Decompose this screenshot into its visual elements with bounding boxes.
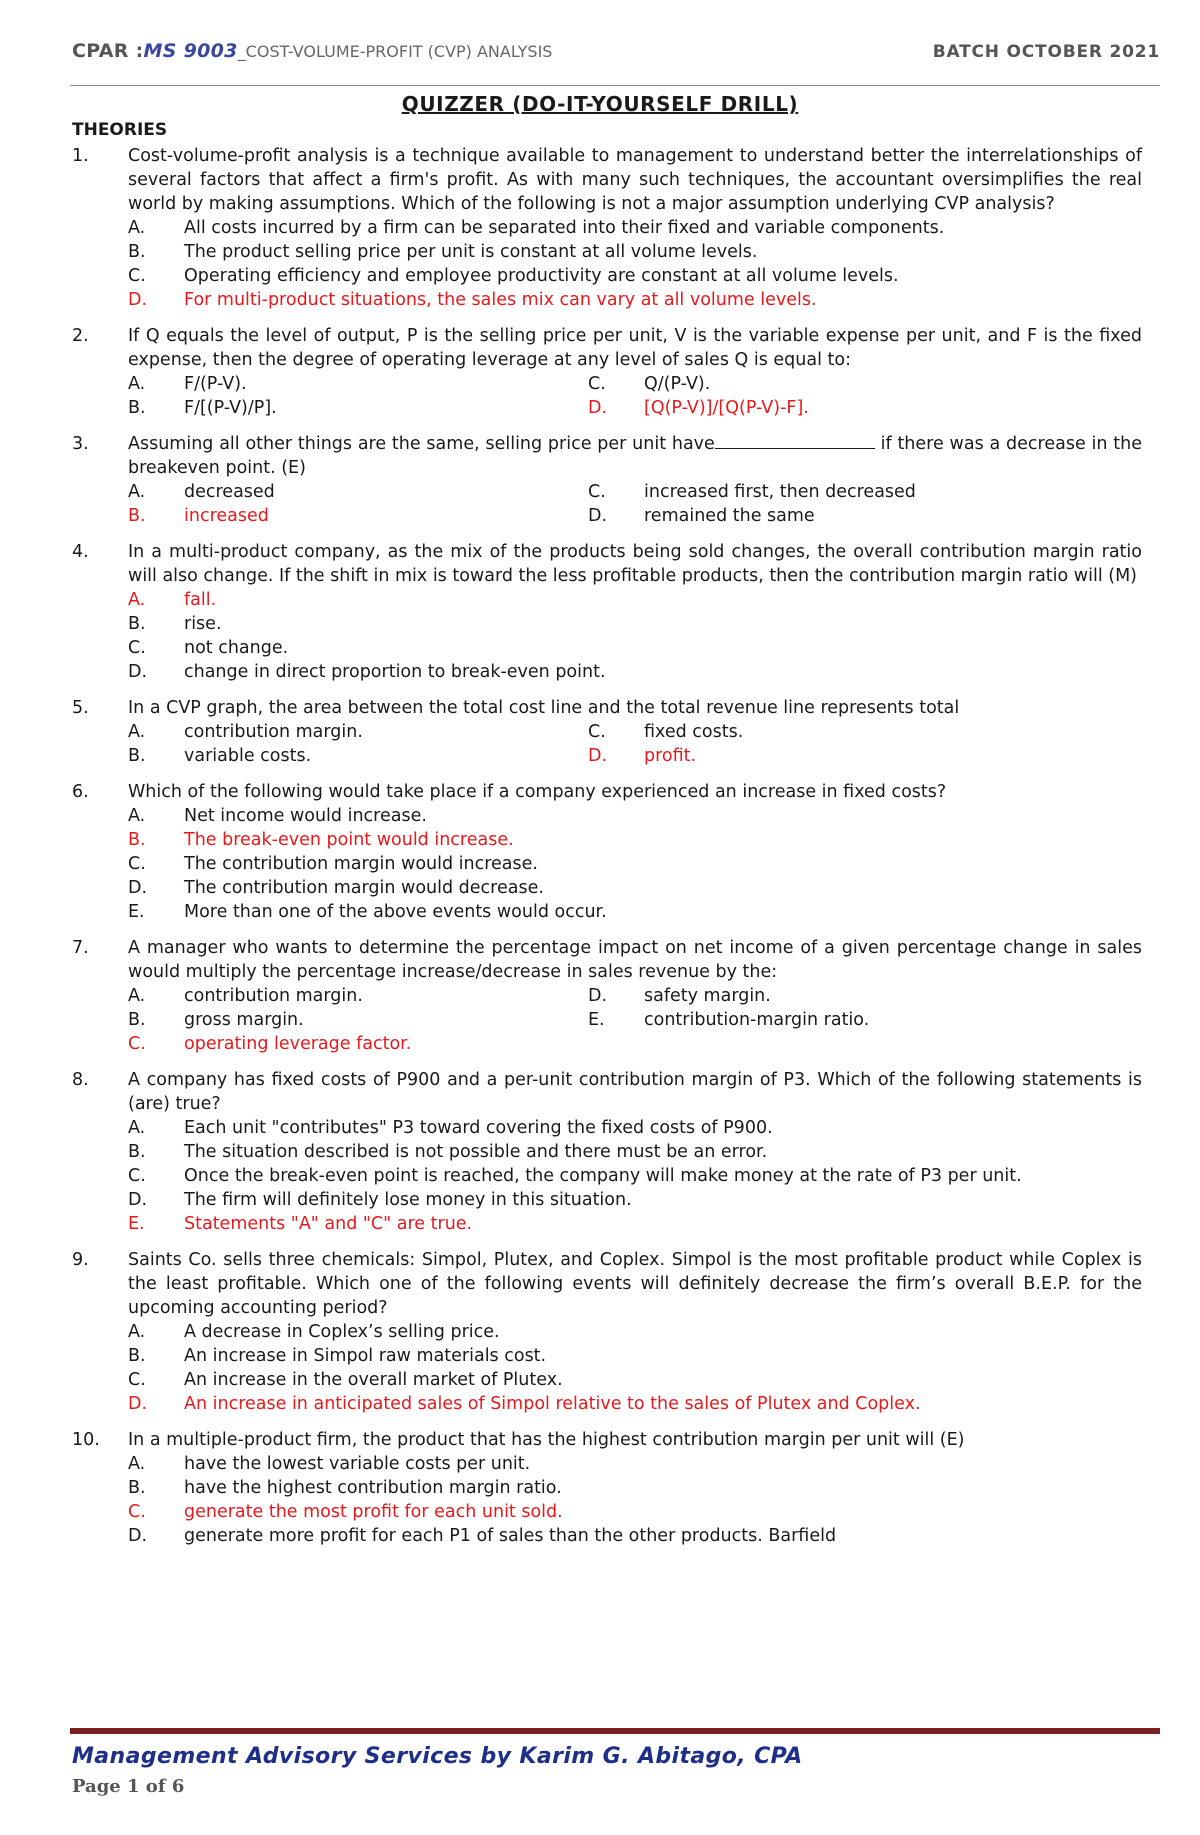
option-letter: B. [128,614,146,634]
option-text: rise. [184,614,222,634]
option-text: contribution-margin ratio. [644,1010,870,1030]
option-letter: D. [128,1190,148,1210]
option-letter: D. [128,662,148,682]
option-d-answer [128,1392,1142,1416]
question-stem [128,432,1142,480]
option-d [588,984,1142,1008]
option-d [588,504,1142,528]
option-d-answer [588,396,1142,420]
option-letter: A. [128,374,146,394]
option-b [128,1344,1142,1368]
option-text: For multi-product situations, the sales mix can vary at all volume levels. [184,290,817,310]
question-number: 10. [72,1430,100,1450]
question-3 [72,432,1142,528]
question-number: 5. [72,698,89,718]
question-stem: Which of the following would take place if a company experienced an increase in fixed costs? [128,782,947,802]
option-b [128,1140,1142,1164]
option-letter: B. [128,1142,146,1162]
option-text: increased [184,506,269,526]
footer-divider [70,1728,1160,1734]
option-text: change in direct proportion to break-even point. [184,662,606,682]
option-letter: A. [128,1118,146,1138]
option-b [128,744,588,768]
option-b [128,1008,588,1032]
question-stem: A company has fixed costs of P900 and a per-unit contribution margin of P3. Which of the following statements is (are) true? [128,1070,1142,1114]
option-a [128,720,588,744]
option-a [128,216,1142,240]
option-a [128,804,1142,828]
option-e [588,1008,1142,1032]
question-10 [72,1428,1142,1548]
question-9 [72,1248,1142,1416]
option-d [128,660,1142,684]
option-letter: B. [128,398,146,418]
answer-blank [715,434,875,449]
option-letter: D. [128,1394,148,1414]
option-text: The contribution margin would increase. [184,854,538,874]
option-letter: A. [128,590,146,610]
option-c [128,1164,1142,1188]
option-d [128,876,1142,900]
question-stem: A manager who wants to determine the percentage impact on net income of a given percentage change in sales would multiply the percentage increase/decrease in sales revenue by the: [128,938,1142,982]
option-letter: C. [128,1370,146,1390]
option-letter: B. [128,1478,146,1498]
option-c [588,372,1142,396]
option-letter: E. [588,1010,605,1030]
question-number: 2. [72,326,89,346]
option-c [128,1368,1142,1392]
question-number: 6. [72,782,89,802]
option-letter: C. [128,1502,146,1522]
option-letter: A. [128,1322,146,1342]
option-d-answer [588,744,1142,768]
option-text: The product selling price per unit is constant at all volume levels. [184,242,758,262]
option-text: decreased [184,482,275,502]
option-a [128,372,588,396]
option-letter: C. [588,482,606,502]
option-e [128,900,1142,924]
option-letter: D. [128,290,148,310]
question-stem-part: if there was a decrease in the breakeven point. (E) [128,434,1142,478]
option-a [128,480,588,504]
question-stem: In a CVP graph, the area between the total cost line and the total revenue line represents total [128,698,960,718]
option-letter: C. [128,1034,146,1054]
option-d-answer [128,288,1142,312]
question-stem-part: Assuming all other things are the same, selling price per unit have [128,434,715,454]
option-text: Once the break-even point is reached, the company will make money at the rate of P3 per unit. [184,1166,1022,1186]
option-text: not change. [184,638,289,658]
question-number: 4. [72,542,89,562]
option-text: fall. [184,590,217,610]
option-text: Operating efficiency and employee productivity are constant at all volume levels. [184,266,899,286]
option-b-answer [128,504,588,528]
option-text: The firm will definitely lose money in this situation. [184,1190,632,1210]
option-d [128,1188,1142,1212]
header-batch: BATCH OCTOBER 2021 [932,42,1160,62]
option-c [128,852,1142,876]
option-letter: C. [128,854,146,874]
question-number: 3. [72,434,89,454]
option-c [128,264,1142,288]
option-b [128,1476,1142,1500]
option-text: An increase in the overall market of Plutex. [184,1370,563,1390]
option-a-answer [128,588,1142,612]
option-text: Each unit "contributes" P3 toward covering the fixed costs of P900. [184,1118,773,1138]
option-text: variable costs. [184,746,312,766]
option-text: [Q(P-V)]/[Q(P-V)-F]. [644,398,809,418]
section-heading: THEORIES [72,120,168,140]
option-text: A decrease in Coplex’s selling price. [184,1322,500,1342]
option-text: Net income would increase. [184,806,427,826]
option-text: generate more profit for each P1 of sales than the other products. Barfield [184,1526,837,1546]
option-text: Statements "A" and "C" are true. [184,1214,473,1234]
question-number: 9. [72,1250,89,1270]
question-1 [72,144,1142,312]
question-list [72,144,1142,1560]
option-text: F/[(P-V)/P]. [184,398,277,418]
option-c-answer [128,1500,1142,1524]
option-letter: A. [128,482,146,502]
option-a [128,1320,1142,1344]
option-letter: D. [588,746,608,766]
question-stem: If Q equals the level of output, P is the selling price per unit, V is the variable expense per unit, and F is the fixed expense, then the degree of operating leverage at any level of sales Q is equal to: [128,326,1142,370]
header-code: MS 9003 [143,40,238,62]
option-d [128,1524,1142,1548]
question-number: 1. [72,146,89,166]
option-letter: E. [128,902,145,922]
page-header [72,40,1160,66]
option-letter: D. [128,1526,148,1546]
option-text: F/(P-V). [184,374,247,394]
option-text: Q/(P-V). [644,374,711,394]
option-text: The contribution margin would decrease. [184,878,544,898]
option-text: The break-even point would increase. [184,830,514,850]
option-text: safety margin. [644,986,771,1006]
option-letter: D. [588,506,608,526]
option-c-answer [128,1032,588,1056]
option-text: An increase in anticipated sales of Simpol relative to the sales of Plutex and Coplex. [184,1394,921,1414]
option-e-answer [128,1212,1142,1236]
option-letter: B. [128,1346,146,1366]
option-letter: C. [128,638,146,658]
question-stem: In a multiple-product firm, the product that has the highest contribution margin per unit will (E) [128,1430,965,1450]
question-stem: Saints Co. sells three chemicals: Simpol, Plutex, and Coplex. Simpol is the most profitable product while Coplex is the least profitable. Which one of the following events will definitely decrease the firm’s overall B.E.P. for the upcoming accounting period? [128,1250,1142,1318]
question-stem: In a multi-product company, as the mix of the products being sold changes, the overall contribution margin ratio will also change. If the shift in mix is toward the less profitable products, then the contribution margin ratio will (M) [128,542,1142,586]
question-4 [72,540,1142,684]
page-title: QUIZZER (DO-IT-YOURSELF DRILL) [401,92,799,116]
question-2 [72,324,1142,420]
option-text: More than one of the above events would occur. [184,902,607,922]
option-letter: C. [588,374,606,394]
page-number: Page 1 of 6 [72,1776,185,1797]
option-text: operating leverage factor. [184,1034,412,1054]
option-a [128,1116,1142,1140]
option-letter: E. [128,1214,145,1234]
option-letter: B. [128,1010,146,1030]
option-letter: A. [128,1454,146,1474]
option-a [128,984,588,1008]
question-number: 7. [72,938,89,958]
footer-title: Management Advisory Services by Karim G. Abitago, CPA [72,1744,803,1769]
header-brand: CPAR : [72,40,144,62]
question-6 [72,780,1142,924]
option-letter: D. [128,878,148,898]
option-text: fixed costs. [644,722,744,742]
option-letter: A. [128,986,146,1006]
option-letter: A. [128,806,146,826]
option-letter: B. [128,746,146,766]
option-b-answer [128,828,1142,852]
option-text: The situation described is not possible and there must be an error. [184,1142,768,1162]
question-number: 8. [72,1070,89,1090]
option-letter: B. [128,242,146,262]
option-text: gross margin. [184,1010,304,1030]
option-text: An increase in Simpol raw materials cost. [184,1346,547,1366]
option-letter: A. [128,218,146,238]
option-text: have the highest contribution margin ratio. [184,1478,562,1498]
header-course [72,40,552,62]
option-b [128,612,1142,636]
option-letter: B. [128,506,146,526]
option-a [128,1452,1142,1476]
option-letter: C. [128,266,146,286]
question-stem: Cost-volume-profit analysis is a technique available to management to understand better the interrelationships of several factors that affect a firm's profit. As with many such techniques, the accountant oversimplifies the real world by making assumptions. Which of the following is not a major assumption underlying CVP analysis? [128,146,1142,214]
option-text: generate the most profit for each unit sold. [184,1502,563,1522]
option-text: increased first, then decreased [644,482,916,502]
option-b [128,396,588,420]
option-text: have the lowest variable costs per unit. [184,1454,531,1474]
option-letter: B. [128,830,146,850]
option-letter: C. [588,722,606,742]
option-c [588,720,1142,744]
option-text: remained the same [644,506,815,526]
option-text: All costs incurred by a firm can be separated into their fixed and variable components. [184,218,945,238]
option-letter: D. [588,398,608,418]
option-c [588,480,1142,504]
option-b [128,240,1142,264]
option-text: contribution margin. [184,722,363,742]
question-8 [72,1068,1142,1236]
option-text: profit. [644,746,697,766]
option-letter: D. [588,986,608,1006]
header-subject: _COST-VOLUME-PROFIT (CVP) ANALYSIS [237,42,553,61]
question-5 [72,696,1142,768]
header-divider [70,85,1160,86]
question-7 [72,936,1142,1056]
option-text: contribution margin. [184,986,363,1006]
option-letter: A. [128,722,146,742]
option-c [128,636,1142,660]
option-letter: C. [128,1166,146,1186]
